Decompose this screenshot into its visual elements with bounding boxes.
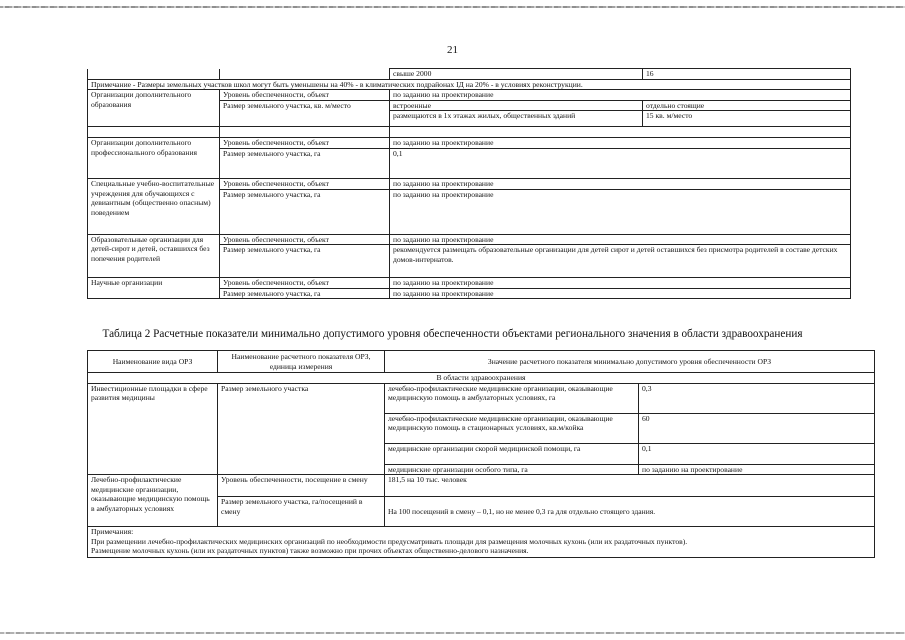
- table-section-row: [88, 373, 875, 384]
- scan-edge-top: [0, 6, 905, 8]
- org-name: Научные организации: [88, 278, 220, 299]
- notes-title: Примечания:: [91, 527, 134, 537]
- table-row: [88, 234, 851, 245]
- indicator: Уровень обеспеченности, объект: [220, 90, 390, 101]
- cell-value: встроенные: [390, 100, 643, 111]
- table-row: [88, 79, 851, 90]
- cell-value: 181,5 на 10 тыс. человек: [385, 475, 875, 497]
- section-title: В области здравоохранения: [88, 373, 875, 384]
- table-row: [88, 69, 851, 80]
- indicator: Уровень обеспеченности, объект: [220, 278, 390, 289]
- cell-value: медицинские организации скорой медицинской помощи, га: [385, 443, 639, 464]
- cell-value: отдельно стоящие: [643, 100, 851, 111]
- scan-edge-bottom: [0, 632, 905, 634]
- cell-value: На 100 посещений в смену – 0,1, но не менее 0,3 га для отдельно стоящего здания.: [385, 497, 875, 527]
- orz-name: Инвестиционные площадки в сфере развития медицины: [88, 383, 218, 475]
- org-name: Организации дополнительного образования: [88, 90, 220, 127]
- cell-value: 0,1: [390, 148, 851, 178]
- table-row: [88, 138, 851, 149]
- note-text: При размещении лечебно-профилактических медицинских организаций по необходимости предусматривать площади для размещения молочных кухонь (или их раздаточных пунктов).: [91, 536, 688, 546]
- page-number: 21: [447, 44, 458, 56]
- indicator: Размер земельного участка, га/посещений в смену: [218, 497, 385, 527]
- column-header: Значение расчетного показателя минимально допустимого уровня обеспеченности ОРЗ: [385, 351, 875, 373]
- orz-name: Лечебно-профилактические медицинские организации, оказывающие медицинскую помощь в амбулаторных условиях: [88, 475, 218, 527]
- table-healthcare: [87, 350, 875, 558]
- cell-value: свыше 2000: [390, 69, 643, 80]
- table-row: [88, 178, 851, 189]
- table-spacer: [88, 127, 851, 138]
- table-notes-row: [88, 527, 875, 558]
- cell-value: по заданию на проектирование: [390, 278, 851, 289]
- indicator: Размер земельного участка, кв. м/место: [220, 100, 390, 127]
- indicator: Размер земельного участка: [218, 383, 385, 475]
- org-name: Образовательные организации для детей-сирот и детей, оставшихся без попечения родителей: [88, 234, 220, 278]
- column-header: Наименование вида ОРЗ: [88, 351, 218, 373]
- org-name: Организации дополнительного профессионального образования: [88, 138, 220, 179]
- cell-value: 0,3: [639, 383, 875, 413]
- cell-value: по заданию на проектирование: [390, 234, 851, 245]
- indicator: Уровень обеспеченности, объект: [220, 234, 390, 245]
- cell-value: по заданию на проектирование: [390, 288, 851, 299]
- cell-value: лечебно-профилактические медицинские организации, оказывающие медицинскую помощь в амбулаторных условиях, га: [385, 383, 639, 413]
- column-header: Наименование расчетного показателя ОРЗ, единица измерения: [218, 351, 385, 373]
- cell-value: по заданию на проектирование: [390, 189, 851, 234]
- indicator: Размер земельного участка, га: [220, 189, 390, 234]
- cell-value: по заданию на проектирование: [390, 178, 851, 189]
- indicator: Размер земельного участка, га: [220, 245, 390, 278]
- cell-value: 15 кв. м/место: [643, 111, 851, 127]
- table-education: [87, 68, 851, 299]
- cell-value: медицинские организации особого типа, га: [385, 464, 639, 475]
- table-caption: Таблица 2 Расчетные показатели минимально допустимого уровня обеспеченности объектами регионального значения в области здравоохранения: [102, 328, 803, 340]
- table-note: Примечание - Размеры земельных участков школ могут быть уменьшены на 40% - в климатических подрайонах IД на 20% - в условиях реконструкции.: [88, 79, 851, 90]
- table-row: [88, 90, 851, 101]
- cell-value: рекомендуется размещать образовательные организации для детей сирот и детей оставшихся без присмотра родителей в составе детских домов-интернатов.: [390, 245, 851, 278]
- cell-value: по заданию на проектирование: [639, 464, 875, 475]
- indicator: Уровень обеспеченности, посещение в смену: [218, 475, 385, 497]
- cell-value: по заданию на проектирование: [390, 90, 851, 101]
- indicator: Размер земельного участка, га: [220, 148, 390, 178]
- table-header-row: [88, 351, 875, 373]
- cell-value: по заданию на проектирование: [390, 138, 851, 149]
- org-name: Специальные учебно-воспитательные учреждения для обучающихся с девиантным (общественно опасным) поведением: [88, 178, 220, 234]
- table-row: [88, 278, 851, 289]
- cell-value: лечебно-профилактические медицинские организации, оказывающие медицинскую помощь в стационарных условиях, кв.м/койка: [385, 413, 639, 443]
- cell-value: 16: [643, 69, 851, 80]
- indicator: Уровень обеспеченности, объект: [220, 138, 390, 149]
- note-text: Размещение молочных кухонь (или их раздаточных пунктов) также возможно при прочих объектах общественно-делового назначения.: [91, 546, 529, 556]
- table-row: [88, 475, 875, 497]
- indicator: Уровень обеспеченности, объект: [220, 178, 390, 189]
- cell-value: размещаются в 1х этажах жилых, общественных зданий: [390, 111, 643, 127]
- indicator: Размер земельного участка, га: [220, 288, 390, 299]
- cell-value: 0,1: [639, 443, 875, 464]
- cell-value: 60: [639, 413, 875, 443]
- table-row: [88, 383, 875, 413]
